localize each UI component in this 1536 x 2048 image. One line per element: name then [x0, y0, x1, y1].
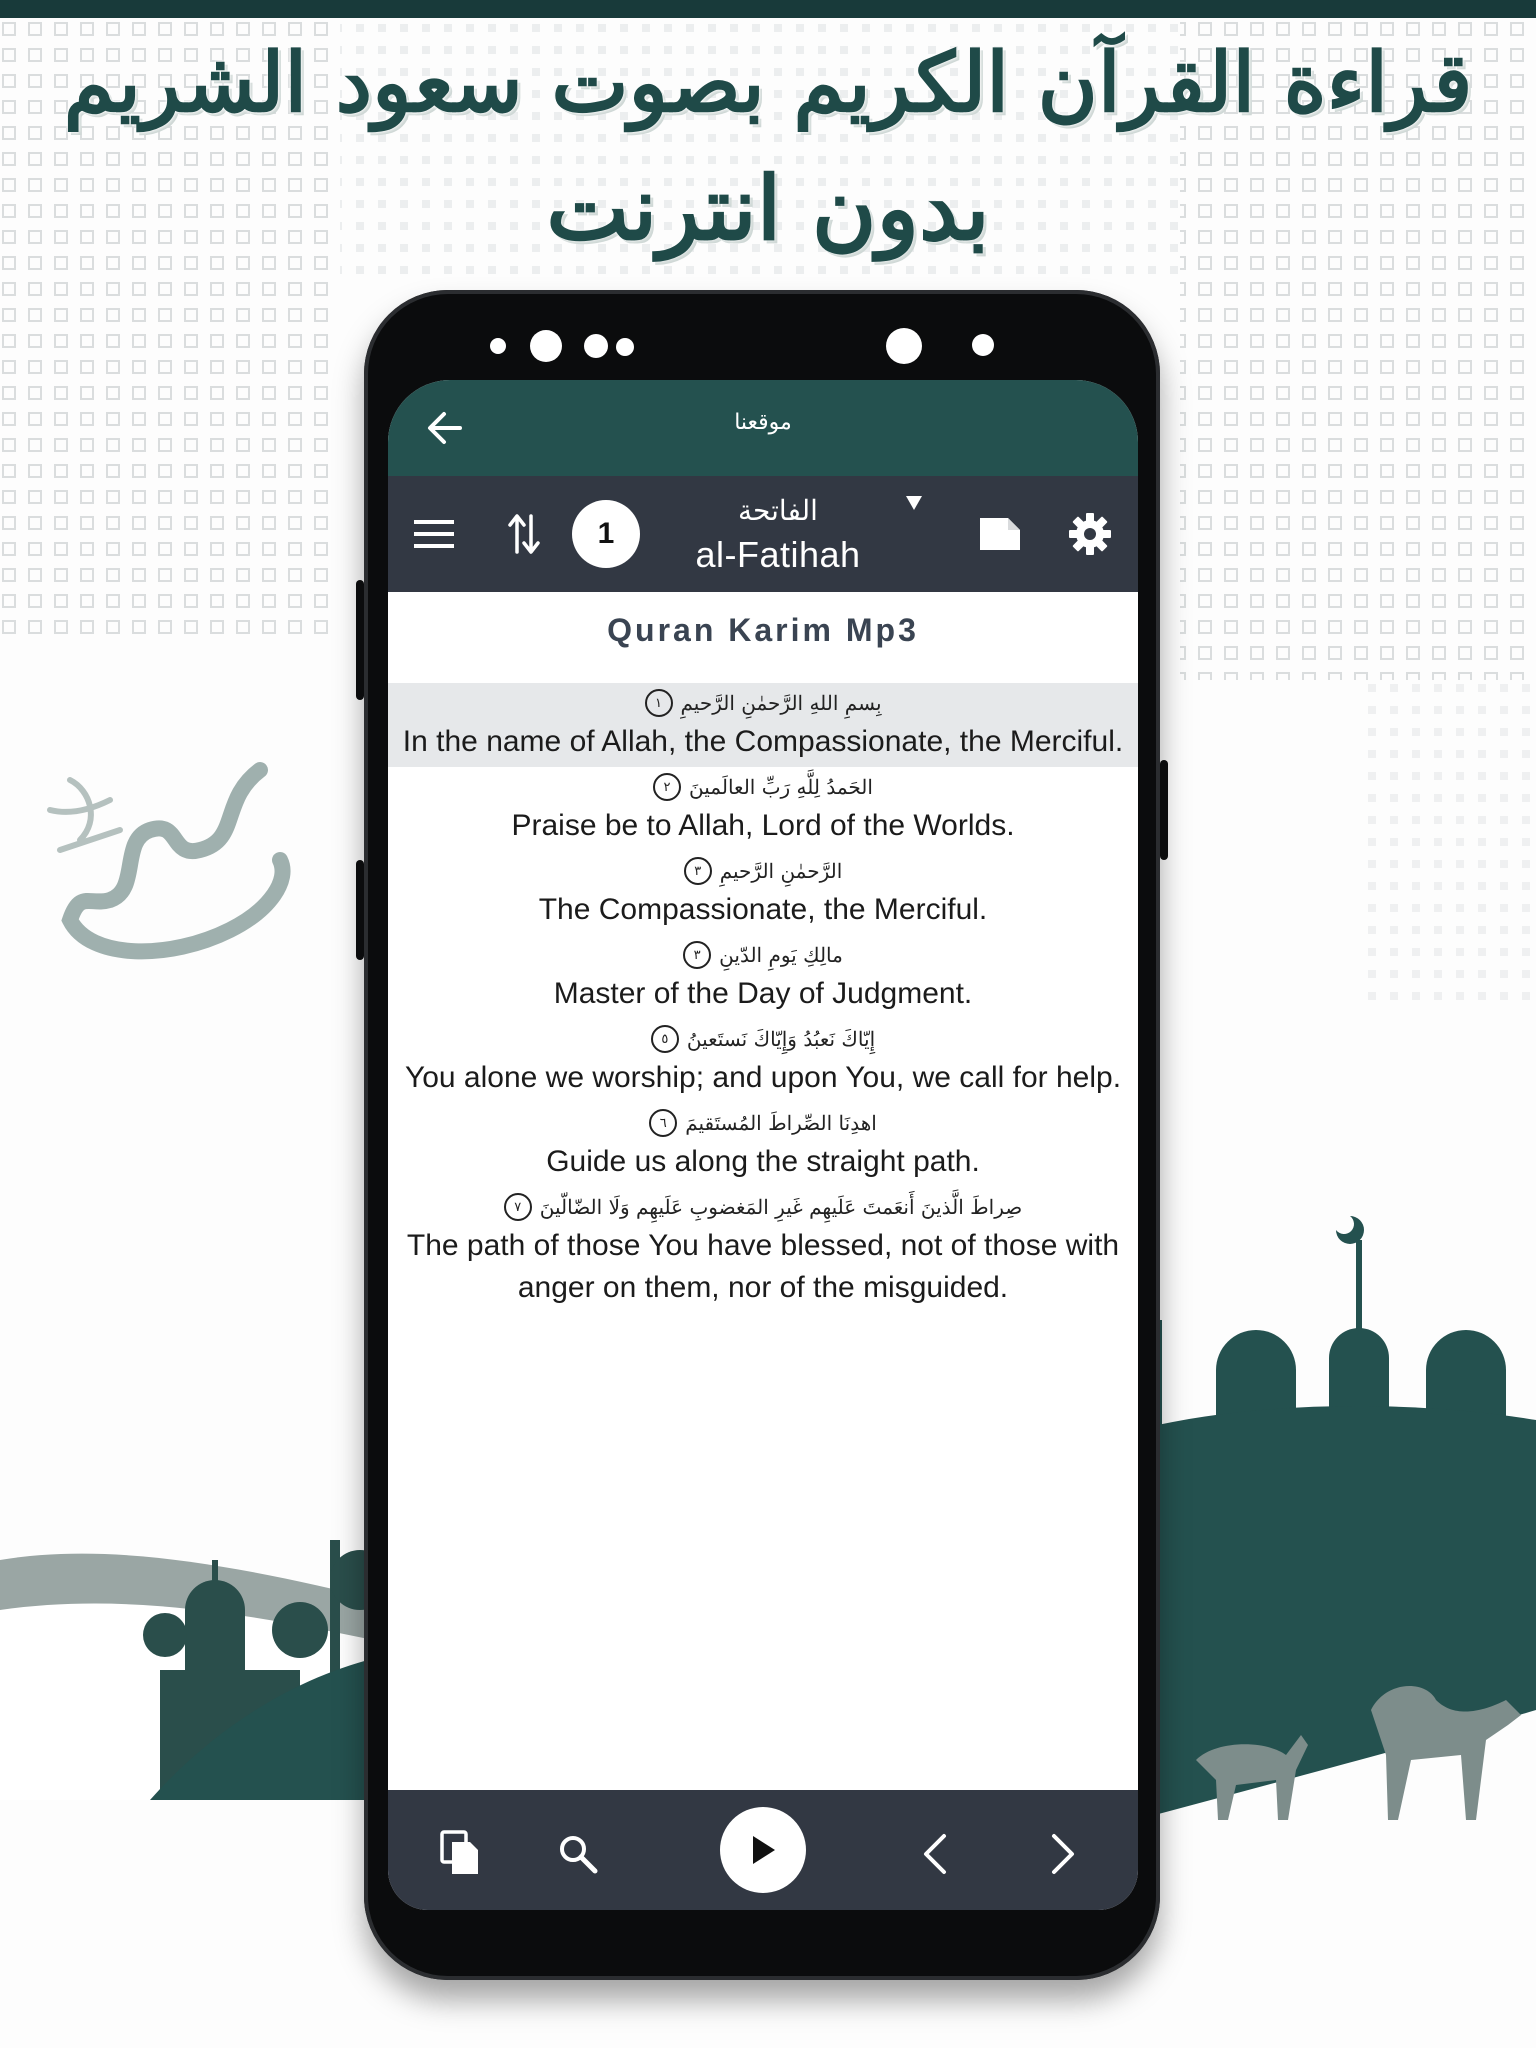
ayah-number-icon: ٢	[653, 773, 681, 801]
phone-sensor	[972, 334, 994, 356]
verse-arabic-line	[400, 1105, 1126, 1141]
ayah-number-icon: ٣	[684, 857, 712, 885]
verse-item[interactable]	[388, 1187, 1138, 1313]
verse-arabic-line	[400, 853, 1126, 889]
ayah-number-icon: ٥	[651, 1025, 679, 1053]
verse-arabic-line	[400, 937, 1126, 973]
triangle-down-icon[interactable]	[906, 496, 922, 510]
content-title: Quran Karim Mp3	[607, 612, 919, 648]
app-bar	[388, 380, 1138, 476]
verse-translation: Praise be to Allah, Lord of the Worlds.	[511, 809, 1015, 842]
verse-arabic-line	[400, 1021, 1126, 1057]
verse-translation: Guide us along the straight path.	[546, 1145, 980, 1178]
ayah-number-icon: ١	[645, 689, 673, 717]
verse-arabic-line	[400, 1189, 1126, 1225]
verse-translation: In the name of Allah, the Compassionate, the Merciful.	[402, 725, 1124, 758]
verse-item[interactable]	[388, 1103, 1138, 1187]
chevron-right-icon[interactable]	[1048, 1832, 1078, 1876]
verse-arabic: الرَّحمٰنِ الرَّحيمِ	[719, 859, 843, 883]
phone-mockup	[364, 290, 1160, 1980]
verse-item[interactable]	[388, 683, 1138, 767]
verse-translation: The Compassionate, the Merciful.	[538, 893, 988, 926]
left-mosque-silhouette	[0, 1500, 420, 1800]
verse-list	[388, 683, 1138, 1313]
surah-toolbar	[388, 476, 1138, 592]
phone-sensor	[584, 334, 608, 358]
verse-arabic: صِراطَ الَّذينَ أَنعَمتَ عَلَيهِم غَيرِ المَغضوبِ عَلَيهِم وَلَا الضّالّينَ	[539, 1195, 1023, 1219]
verse-translation: You alone we worship; and upon You, we call for help.	[404, 1061, 1122, 1094]
ayah-number-icon: ٣	[683, 941, 711, 969]
verse-arabic-line	[400, 685, 1126, 721]
top-strip	[0, 0, 1536, 18]
app-screen	[388, 380, 1138, 1910]
phone-camera	[886, 328, 922, 364]
verse-translation: The path of those You have blessed, not of those with anger on them, nor of the misguided.	[406, 1229, 1120, 1304]
right-mosque-silhouette	[1136, 1180, 1536, 1900]
verse-arabic: اهدِنَا الصِّراطَ المُستَقيمَ	[685, 1111, 877, 1135]
verse-item[interactable]	[388, 851, 1138, 935]
player-bar	[388, 1790, 1138, 1910]
calligraphy-emblem	[30, 760, 300, 980]
verse-arabic: إِيّاكَ نَعبُدُ وَإِيّاكَ نَستَعينُ	[686, 1027, 876, 1051]
verse-item[interactable]	[388, 1019, 1138, 1103]
verse-item[interactable]	[388, 767, 1138, 851]
verse-item[interactable]	[388, 935, 1138, 1019]
surah-name-english[interactable]: al-Fatihah	[695, 534, 861, 575]
copy-icon[interactable]	[440, 1830, 480, 1876]
verse-arabic: الحَمدُ لِلَّهِ رَبِّ العالَمينَ	[689, 775, 873, 799]
hamburger-menu-icon[interactable]	[414, 516, 454, 552]
gear-icon[interactable]	[1068, 512, 1112, 556]
chevron-left-icon[interactable]	[920, 1832, 950, 1876]
ayah-number-icon: ٦	[649, 1109, 677, 1137]
phone-volume-button	[356, 580, 364, 700]
verse-translation: Master of the Day of Judgment.	[553, 977, 973, 1010]
verse-arabic: مالِكِ يَومِ الدّينِ	[719, 943, 843, 967]
phone-sensor	[490, 338, 506, 354]
phone-camera	[530, 330, 562, 362]
phone-power-button	[1160, 760, 1168, 860]
phone-side-button	[356, 860, 364, 960]
surah-name-arabic[interactable]: الفاتحة	[738, 494, 818, 527]
surah-number-badge[interactable]: 1	[572, 500, 640, 568]
play-icon	[748, 1833, 778, 1867]
promo-headline: قراءة القرآن الكريم بصوت سعود الشريم	[63, 35, 1473, 131]
note-icon[interactable]	[978, 516, 1022, 552]
ayah-number-icon: ٧	[504, 1193, 532, 1221]
verse-arabic: بِسمِ اللهِ الرَّحمٰنِ الرَّحيمِ	[680, 691, 882, 715]
play-button[interactable]	[720, 1807, 806, 1893]
promo-subheadline: بدون انترنت	[546, 156, 990, 260]
swap-vertical-icon[interactable]	[508, 512, 540, 556]
phone-sensor	[616, 338, 634, 356]
search-icon[interactable]	[558, 1834, 598, 1874]
verse-arabic-line	[400, 769, 1126, 805]
app-bar-title: موقعنا	[734, 410, 792, 435]
